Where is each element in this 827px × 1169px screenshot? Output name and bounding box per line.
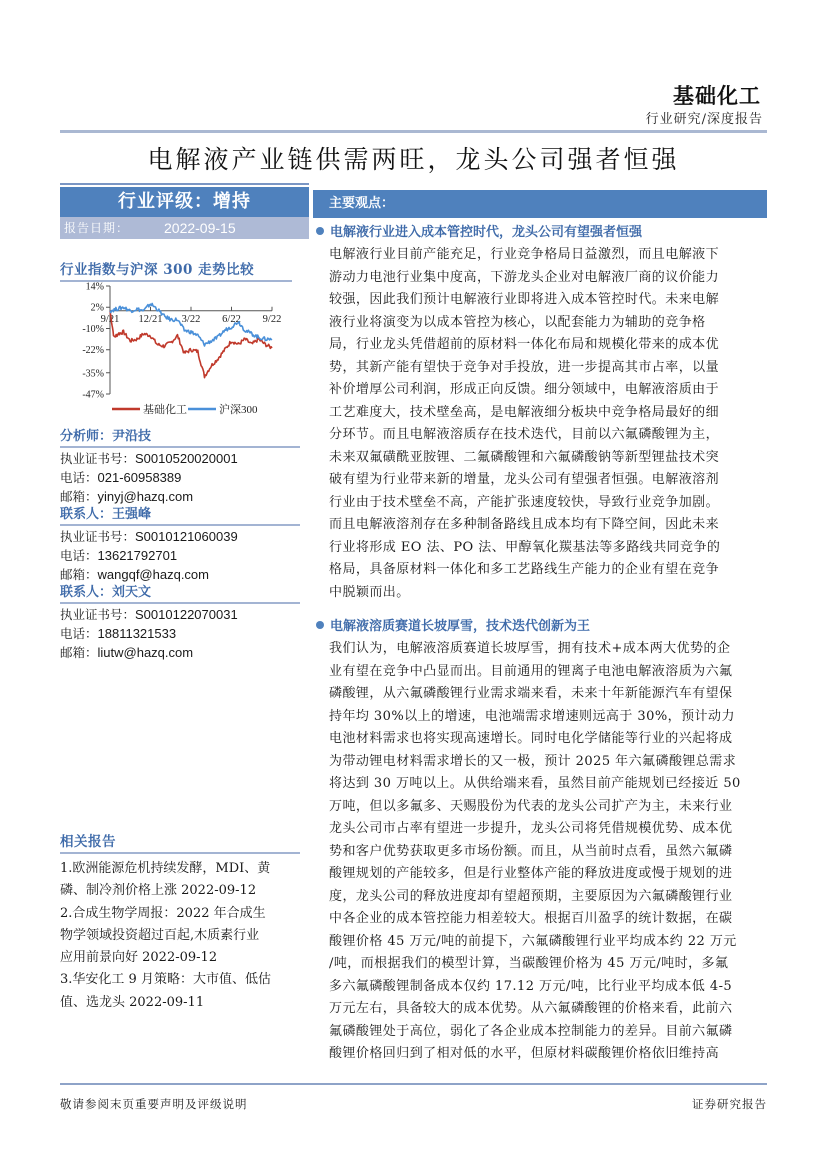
chart-title: 行业指数与沪深 300 走势比较	[60, 258, 292, 282]
paragraph-line: 为带动锂电材料需求增长的又一极，预计 2025 年六氟磷酸锂总需求	[329, 753, 737, 769]
point-title-text: 电解液行业进入成本管控时代，龙头公司有望强者恒强	[330, 225, 643, 240]
paragraph-line: 势和客户优势获取更多市场份额。而且，从当前时点看，虽然六氟磷	[329, 843, 733, 859]
paragraph-line: 氟磷酸锂处于高位，弱化了各企业成本控制能力的差异。目前六氟磷	[329, 1023, 733, 1039]
paragraph-line: 业有望在竞争中凸显而出。目前通用的锂离子电池电解液溶质为六氟	[329, 663, 733, 679]
contact-head: 联系人：王强峰	[60, 506, 300, 526]
industry-rating: 行业评级：增持	[60, 187, 309, 217]
contact-email	[60, 643, 300, 662]
phone-number: 18811321533	[97, 626, 177, 641]
point-title	[313, 222, 767, 244]
key-point-2	[313, 616, 767, 1066]
point-title-text: 电解液溶质赛道长坡厚雪，技术迭代创新为王	[330, 619, 591, 634]
legend-label: 基础化工	[143, 404, 187, 416]
related-reports-head: 相关报告	[60, 830, 300, 854]
related-reports	[60, 830, 300, 1014]
email-label: 邮箱：	[60, 567, 98, 582]
cert-number: S0010122070031	[135, 607, 238, 622]
related-report-line[interactable]: 磷、制冷剂价格上涨 2022-09-12	[60, 883, 257, 899]
paragraph-line: 酸锂规划的产能较多，但是行业整体产能的释放进度或慢于规划的进	[329, 866, 733, 881]
bullet-icon	[316, 621, 324, 629]
paragraph-line: 局，行业龙头凭借超前的原材料一体化布局和规模化带来的成本优	[329, 337, 720, 352]
y-tick-label: -35%	[82, 368, 104, 380]
paragraph-line: 磷酸锂，从六氟磷酸锂行业需求端来看，未来十年新能源汽车有望保	[329, 686, 733, 701]
paragraph-line: 万吨，但以多氟多、天赐股份为代表的龙头公司扩产为主，未来行业	[329, 798, 733, 814]
x-tick-label: 12/21	[138, 313, 163, 325]
paragraph-line: 行业将形成 EO 法、PO 法、甲醇氧化羰基法等多路线共同竞争的	[329, 539, 721, 555]
footer-divider	[60, 1083, 767, 1085]
phone-label: 电话：	[60, 626, 98, 641]
contact-phone	[60, 624, 300, 643]
rating-topline	[60, 183, 309, 185]
related-report-line[interactable]: 物学领域投资超过百起,木质素行业	[60, 927, 260, 943]
x-tick-label: 9/21	[100, 313, 120, 325]
paragraph-line: 电解液行业目前产能充足，行业竞争格局日益激烈，而且电解液下	[329, 247, 720, 262]
y-tick-label: -10%	[82, 323, 104, 335]
paragraph-line: 游动力电池行业集中度高，下游龙头企业对电解液厂商的议价能力	[329, 269, 720, 285]
contact-cert	[60, 605, 300, 624]
bullet-icon	[316, 227, 324, 235]
paragraph-line: 工艺难度大，技术壁垒高，是电解液细分板块中竞争格局最好的细	[329, 404, 720, 420]
chart-svg	[60, 278, 300, 418]
report-title: 电解液产业链供需两旺，龙头公司强者恒强	[147, 145, 680, 174]
email-link[interactable]: yinyj@hazq.com	[97, 489, 194, 504]
report-date-row	[60, 217, 309, 239]
contact-phone	[60, 468, 300, 487]
paragraph-line: 酸锂价格 45 万元/吨的前提下，六氟磷酸锂行业平均成本约 22 万元	[329, 933, 737, 949]
report-date-value: 2022-09-15	[164, 220, 236, 236]
report-date-label: 报告日期：	[64, 221, 130, 235]
paragraph-line: 将达到 30 万吨以上。从供给端来看，虽然目前产能规划已经接近 50	[329, 776, 741, 791]
contact-cert	[60, 527, 300, 546]
paragraph-line: 较强，因此我们预计电解液行业即将进入成本管控时代。未来电解	[329, 292, 720, 307]
contact-head: 联系人：刘天文	[60, 584, 300, 604]
paragraph-line: 万元左右，具备较大的成本优势。从六氟磷酸锂的价格来看，此前六	[329, 1001, 733, 1016]
cert-label: 执业证书号：	[60, 529, 136, 544]
paragraph-line: 中各企业的成本管控能力相差较大。根据百川盈孚的统计数据，在碳	[329, 911, 733, 926]
report-type: 行业研究/深度报告	[645, 112, 763, 127]
report-category: 证券研究报告	[692, 1097, 767, 1111]
paragraph-line: 度，龙头公司的释放进度却有望超预期，主要原因为六氟磷酸锂行业	[329, 888, 733, 904]
related-report-line[interactable]: 3.华安化工 9 月策略：大市值、低估	[60, 972, 271, 988]
paragraph-line: 势，其新产能有望快于竞争对手投放，进一步提高其市占率，以量	[329, 359, 720, 375]
email-label: 邮箱：	[60, 489, 98, 504]
paragraph-line: 行业由于技术壁垒不高，产能扩张速度较快，导致行业竞争加剧。	[329, 494, 720, 510]
disclaimer-note: 敬请参阅末页重要声明及评级说明	[60, 1097, 248, 1111]
y-tick-label: 14%	[85, 281, 104, 293]
related-report-line[interactable]: 应用前景向好 2022-09-12	[60, 950, 218, 966]
paragraph-line: 龙头公司市占率有望进一步提升，龙头公司将凭借规模优势、成本优	[329, 821, 733, 836]
paragraph-line: 中脱颖而出。	[329, 584, 410, 600]
legend-label: 沪深300	[219, 404, 258, 416]
x-tick-label: 3/22	[181, 313, 201, 325]
contact-email	[60, 565, 300, 584]
x-tick-label: 9/22	[262, 313, 282, 325]
paragraph-line: 补价增厚公司利润，形成正向反馈。细分领域中，电解液溶质由于	[329, 382, 720, 397]
email-link[interactable]: liutw@hazq.com	[97, 645, 194, 660]
phone-label: 电话：	[60, 470, 98, 485]
key-point-1	[313, 222, 767, 604]
phone-number: 13621792701	[97, 548, 178, 563]
x-tick-label: 6/22	[222, 313, 241, 325]
phone-label: 电话：	[60, 548, 98, 563]
y-tick-label: -22%	[82, 345, 104, 357]
industry-brand: 基础化工	[673, 83, 761, 108]
related-report-line[interactable]: 1.欧洲能源危机持续发酵，MDI、黄	[60, 861, 271, 876]
contact-phone	[60, 546, 300, 565]
paragraph-line: 电池材料需求也将实现高速增长。同时电化学储能等行业的兴起将成	[329, 731, 733, 746]
contact-list	[60, 428, 300, 662]
main-content	[313, 190, 767, 1066]
rating-box	[60, 183, 309, 239]
cert-number: S0010121060039	[135, 529, 238, 544]
paragraph-line: 分环节。而且电解液溶质存在技术迭代，目前以六氟磷酸锂为主，	[329, 427, 720, 442]
paragraph-line: 格局，具备原材料一体化和多工艺路线生产能力的企业有望在竞争	[329, 562, 720, 577]
y-tick-label: 2%	[90, 302, 104, 314]
index-comparison-chart	[60, 278, 300, 418]
paragraph-line: 我们认为，电解液溶质赛道长坡厚雪，拥有技术+成本两大优势的企	[329, 641, 731, 656]
point-paragraph	[313, 244, 767, 604]
contact-head: 分析师：尹沿技	[60, 428, 300, 448]
y-axis	[82, 282, 110, 401]
related-reports-list	[60, 858, 300, 1014]
cert-number: S0010520020001	[135, 451, 238, 466]
paragraph-line: 酸锂价格回归到了相对低的水平，但原材料碳酸锂价格依旧维持高	[329, 1046, 720, 1061]
point-paragraph	[313, 638, 767, 1066]
paragraph-line: 破有望为行业带来新的增量，龙头公司有望强者恒强。电解液溶剂	[329, 472, 720, 487]
contact-cert	[60, 449, 300, 468]
key-points-header: 主要观点：	[313, 190, 767, 218]
paragraph-line: /吨，而根据我们的模型计算，当碳酸锂价格为 45 万元/吨时，多氟	[329, 956, 729, 971]
related-report-line[interactable]: 值、选龙头 2022-09-11	[60, 994, 205, 1010]
email-label: 邮箱：	[60, 645, 98, 660]
contact-analyst	[60, 428, 300, 506]
paragraph-line: 未来双氟磺酰亚胺锂、二氟磷酸锂和六氟磷酸钠等新型锂盐技术突	[329, 449, 720, 465]
point-title	[313, 616, 767, 638]
y-tick-label: -47%	[82, 389, 104, 401]
contact-person-1	[60, 506, 300, 584]
cert-label: 执业证书号：	[60, 451, 136, 466]
paragraph-line: 持年均 30%以上的增速，电池端需求增速则远高于 30%，预计动力	[329, 708, 735, 724]
email-link[interactable]: wangqf@hazq.com	[97, 567, 209, 582]
paragraph-line: 而且电解液溶剂存在多种制备路线且成本均有下降空间，因此未来	[329, 517, 720, 532]
paragraph-line: 多六氟磷酸锂制备成本仅约 17.12 万元/吨，比行业平均成本低 4-5	[329, 978, 733, 994]
header-divider	[60, 130, 767, 133]
contact-email	[60, 487, 300, 506]
phone-number: 021-60958389	[97, 470, 182, 485]
paragraph-line: 液行业将演变为以成本管控为核心，以配套能力为辅助的竞争格	[329, 314, 706, 330]
chart-legend	[112, 402, 258, 416]
cert-label: 执业证书号：	[60, 607, 136, 622]
contact-person-2	[60, 584, 300, 662]
related-report-line[interactable]: 2.合成生物学周报：2022 年合成生	[60, 905, 266, 921]
